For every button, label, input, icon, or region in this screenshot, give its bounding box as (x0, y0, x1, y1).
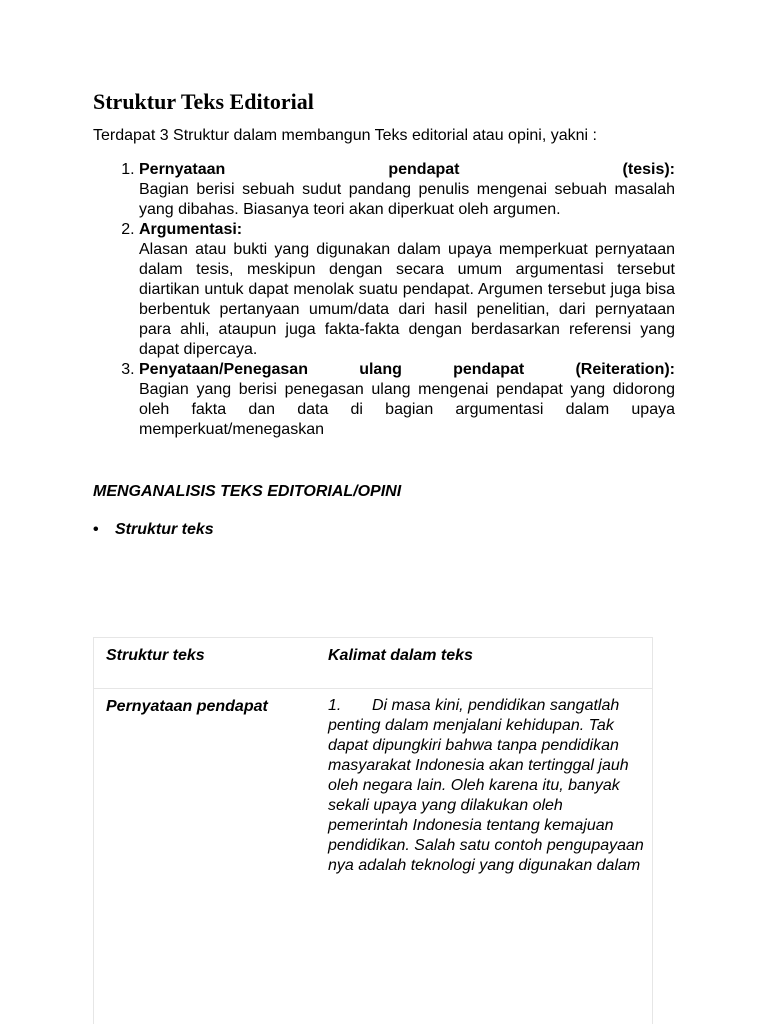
row-number: 1. (328, 697, 342, 714)
bullet-icon: • (93, 521, 99, 538)
intro-paragraph: Terdapat 3 Struktur dalam membangun Teks editorial atau opini, yakni : (93, 127, 597, 144)
list-item (93, 520, 675, 540)
point-heading: 1. Pernyataan pendapat (tesis): (139, 161, 675, 178)
table-row (94, 688, 652, 876)
document-title: Struktur Teks Editorial (93, 89, 314, 114)
bullet-text: Struktur teks (115, 521, 214, 538)
table-header-cell: Struktur teks (106, 647, 205, 664)
point-body: Bagian yang berisi penegasan ulang mengenai pendapat yang didorong oleh fakta dan data di bagian argumentasi dalam upaya memperkuat/menegaskan (139, 381, 675, 438)
row-text: Di masa kini, pendidikan sangatlah penting dalam menjalani kehidupan. Tak dapat dipungkiri bahwa tanpa pendidikan masyarakat Indonesia akan tertinggal jauh oleh negara lain. Oleh karena itu, banyak sekali upaya yang dilakukan oleh pemerintah Indonesia tentang kemajuan pendidikan. Salah satu contoh pengupayaan nya adalah teknologi yang digunakan dalam (328, 697, 644, 874)
document-page (93, 88, 675, 540)
structure-table (93, 637, 653, 1024)
list-item (139, 160, 675, 220)
bullet-list (93, 520, 675, 540)
table-header-row (94, 637, 652, 688)
point-heading: 2. Argumentasi: (139, 221, 243, 238)
point-heading: 3. Penyataan/Penegasan ulang pendapat (Reiteration): (139, 361, 675, 378)
list-item (139, 220, 675, 360)
point-body: Bagian berisi sebuah sudut pandang penulis mengenai sebuah masalah yang dibahas. Biasanya teori akan diperkuat oleh argumen. (139, 181, 675, 218)
list-item (139, 360, 675, 440)
structure-list (93, 160, 675, 440)
table-cell-text (318, 689, 652, 876)
point-body: Alasan atau bukti yang digunakan dalam upaya memperkuat pernyataan dalam tesis, meskipun dengan secara umum argumentasi tersebut diartikan untuk dapat menolak suatu pendapat. Argumen tersebut juga bisa berbentuk pertanyaan umum/data dari hasil penelitian, dari pernyataan para ahli, ataupun juga fakta-fakta dengan berdasarkan referensi yang dapat dipercaya. (139, 241, 675, 358)
section-heading: MENGANALISIS TEKS EDITORIAL/OPINI (93, 483, 402, 500)
table-header-cell: Kalimat dalam teks (328, 647, 473, 664)
table-cell-label: Pernyataan pendapat (106, 698, 268, 715)
